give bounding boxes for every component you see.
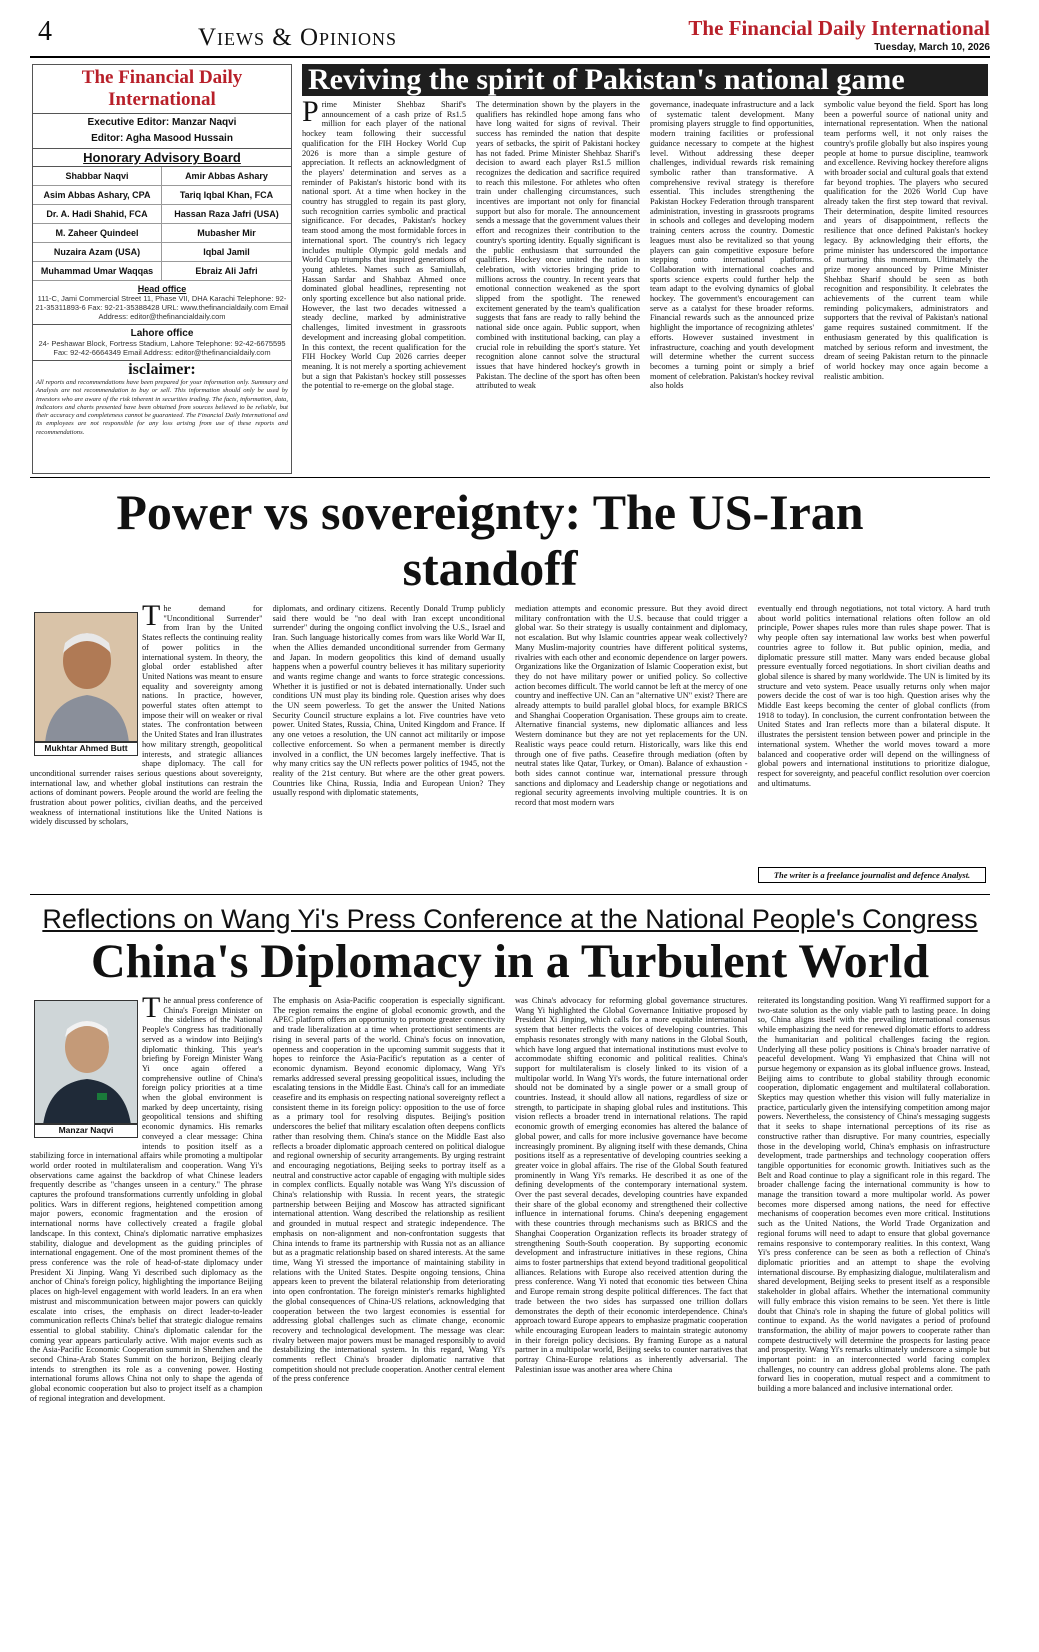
drop-cap: T [142,996,161,1024]
photo-float [30,996,142,1142]
page-header [30,14,990,58]
lahore-office-address: 24- Peshawar Block, Fortress Stadium, Lahore Telephone: 92-42-6675595 Fax: 92-42-6664349 Email Address: editor@thefinancialdaily.com [33,339,291,361]
article-column: symbolic value beyond the field. Sport has long been a powerful source of national unity and international representation. When the national team performs well, it not only raises the country's profile globally but also inspires young people at home to pursue discipline, teamwork and excellence. Reviving hockey therefore aligns with broader social and cultural goals that extend far beyond trophies. The players who secured qualification for the 2026 World Cup have already taken the first step toward that revival. Their determination, despite limited resources and years of disappointment, reflects the resilience that once defined Pakistan's hockey legacy. By acknowledging their efforts, the prime minister has underscored the importance of nurturing this momentum. Ultimately the prize money announced by Prime Minister Shehbaz Sharif should be seen as both recognition and responsibility. It celebrates the achievements of the current team while reminding policymakers, administrators and supporters that the revival of Pakistan's national game requires sustained commitment. If the enthusiasm generated by this qualification is matched by serious reform and investment, the dream of seeing Pakistan return to the pinnacle of world hockey may once again become a realistic ambition. [824,100,988,381]
us-iran-headline: Power vs sovereignty: The US-Iran standoff [116,484,864,596]
disclaimer-text: All reports and recommendations have been prepared for your information only. Summary and Analysis are not recommendation to buy or sell. This information should only be used by investors who are aware of the risk inherent in securities trading. The facts, information, data, indicators and charts presented have been obtained from sources believed to be reliable, but their accuracy and completeness cannot be guaranteed. The Financial Daily International and its employees are not responsible for any loss arising from use of these reports and recommendations. [36,379,288,436]
lahore-office-label: Lahore office [130,328,194,339]
article-column: The emphasis on Asia-Pacific cooperation is especially significant. The region remains the engine of global economic growth, and the APEC platform offers an opportunity to promote greater connectivity and trade liberalization at a time when protectionist sentiments are rising in several parts of the world. China's focus on innovation, openness and cooperation in the upcoming summit suggests that it hopes to reinforce the Asia-Pacific's reputation as a center of economic dynamism. Beyond economic diplomacy, Wang Yi's remarks addressed several pressing geopolitical issues, including the escalating tensions in the Middle East. China's call for an immediate ceasefire and its emphasis on respecting national sovereignty reflect a consistent theme in its foreign policy: opposition to the use of force as a primary tool for resolving disputes. Beijing's position underscores the belief that military escalation often deepens conflicts rather than resolving them. China's stance on the Middle East also reflects a broader diplomatic approach centered on political dialogue and regional ownership of security arrangements. By urging restraint and encouraging negotiations, Beijing seeks to portray itself as a neutral and constructive actor capable of engaging with multiple sides in complex conflicts. Equally notable was Wang Yi's discussion of China's relationship with Russia. In recent years, the strategic partnership between Beijing and Moscow has attracted significant international attention. Wang described the relationship as resilient and grounded in mutual respect and strategic independence. The emphasis on non-alignment and non-confrontation suggests that China intends to frame its partnership with Russia not as an alliance but as a pragmatic relationship based on shared interests. At the same time, Wang Yi stressed the importance of maintaining stability in relations with the United States. Despite ongoing tensions, China appears keen to prevent the bilateral relationship from deteriorating into open confrontation. The foreign minister's remarks highlighted the global consequences of China-US relations, acknowledging that cooperation between the two largest economies is essential for addressing global challenges such as climate change, economic recovery and technological development. The message was clear: rivalry between major powers must be managed responsibly to avoid destabilizing the international system. In this regard, Wang Yi's comments reflect China's broader diplomatic narrative that competition should not preclude cooperation. Another central element of the press conference [272,996,505,1384]
advisory-board-list [33,167,291,281]
page-number: 4 [38,16,52,47]
board-member: Hassan Raza Jafri (USA) [162,205,291,224]
author-caption: Mukhtar Ahmed Butt [34,742,138,756]
editor: Editor: Agha Masood Hussain [91,133,233,144]
divider [30,477,990,478]
board-member: Nuzaira Azam (USA) [33,243,162,262]
head-office-address: 111-C, Jami Commercial Street 11, Phase VII, DHA Karachi Telephone: 92-21-35311893-6 Fax: 92-21-35388428 URL: www.thefinancialdaily.com Email Address: editor@thefinancialdaily.com [33,294,291,325]
masthead: The Financial Daily International [688,16,990,40]
head-office-label: Head office [137,284,187,294]
board-member: Muhammad Umar Waqqas [33,262,162,281]
article-column: governance, inadequate infrastructure and a lack of systematic talent development. Many promising players struggle to find opportunities, modern training facilities or professional guidance necessary to compete at the highest level. Without addressing these deeper challenges, individual rewards risk remaining symbolic rather than transformative. A comprehensive revival strategy is therefore essential. This includes strengthening the Pakistan Hockey Federation through transparent administration, investing in grassroots programs in schools and colleges and developing modern training centers across the country. Domestic leagues must also be revitalized so that young players can gain competitive exposure before stepping onto international platforms. Collaboration with international coaches and sports science experts could further help the team adapt to the evolving dynamics of global hockey. The government's encouragement can serve as a catalyst for these broader reforms. Financial rewards such as the announced prize highlight the importance of recognizing athletes' efforts. However sustained investment in infrastructure, coaching and youth development will determine whether the current success becomes a turning point or simply a brief moment of celebration. Pakistan's hockey revival also holds [650,100,814,391]
article-column: reiterated its longstanding position. Wang Yi reaffirmed support for a two-state solution as the only viable path to lasting peace. In doing so, China aligns itself with the prevailing international consensus while emphasizing the need for renewed diplomatic efforts to address the humanitarian and political challenges facing the region. Underlying all these policy positions is China's broader narrative of peaceful development. Wang Yi emphasized that China will not pursue hegemony or expansion as its global influence grows. Instead, Beijing aims to contribute to global stability through economic cooperation, diplomatic engagement and multilateral collaboration. Skeptics may question whether this vision will fully materialize in practice, particularly given the intensifying competition among major powers. Nevertheless, the consistency of China's messaging suggests that it seeks to shape international perceptions of its rise as constructive rather than disruptive. For many countries, especially those in the developing world, China's emphasis on infrastructure development, trade partnerships and technology cooperation offers tangible opportunities for economic growth. Initiatives such as the Belt and Road continue to play a significant role in this regard. The broader challenge facing the international community is how to manage the transition toward a more multipolar world. As power becomes more dispersed among nations, the need for effective mechanisms of cooperation becomes even more critical. Institutions such as the United Nations, the World Trade Organization and regional forums will need to adapt to ensure that global governance remains responsive to contemporary realities. In this context, Wang Yi's press conference can be seen as both a reflection of China's diplomatic priorities and an attempt to shape the evolving international discourse. By emphasizing dialogue, multilateralism and shared development, Beijing seeks to present itself as a responsible stakeholder in global affairs. Whether the international community will fully embrace this vision remains to be seen. Yet there is little doubt that China's role in shaping the future of global politics will continue to expand. As the world navigates a period of profound transformation, the ability of major powers to cooperate rather than compete destructively will determine the prospects for lasting peace and prosperity. Wang Yi's remarks ultimately underscore a simple but important point: in an interconnected world facing complex challenges, no country can address global problems alone. The path forward lies in cooperation, mutual respect and a commitment to building a more balanced and inclusive international order. [757,996,990,1394]
divider [30,894,990,895]
author-caption: Manzar Naqvi [34,1124,138,1138]
hockey-headline: Reviving the spirit of Pakistan's national game [302,64,988,96]
article-column: mediation attempts and economic pressure. But they avoid direct military confrontation with the U.S. because that could trigger a global war. So their strategy is usually containment and diplomacy, not escalation. But why Islamic countries appear weak collectively? Many Muslim-majority countries have different political systems, rivalries with each other and economic dependence on larger powers. Organizations like the Organization of Islamic Cooperation exist, but they do not have military power or unified policy. So collective action becomes difficult. The world cannot be left at the mercy of one country and ineffective UN. Can an "alternative UN" exist? There are already attempts to build parallel global blocs, for example BRICS and Shanghai Cooperation Organisation. These groups aim to create. Alternative financial systems, new diplomatic alliances and less Western dominance but they are not yet replacements for the UN. Realistic ways peace could return. Historically, wars like this end through one of five paths. Ceasefire through mediation (often by neutral states like Qatar, Turkey, or Oman). Balance of exhaustion - both sides cannot continue war, international pressure through sanctions and diplomacy and Leadership change or negotiations and regional security agreements involving multiple countries. It is on record that most modern wars [515,604,748,808]
china-headline: China's Diplomacy in a Turbulent World [90,935,930,988]
hockey-article-body [302,100,988,472]
advisory-board-title: Honorary Advisory Board [33,148,291,167]
board-member: Dr. A. Hadi Shahid, FCA [33,205,162,224]
disclaimer-title: isclaimer: [128,361,196,378]
article-column: was China's advocacy for reforming global governance structures. Wang Yi highlighted the Global Governance Initiative proposed by President Xi Jinping, which calls for a more equitable international system that better reflects the voices of developing countries. This emphasis resonates strongly with many nations in the Global South, which have long argued that international institutions must evolve to accommodate shifting economic and political realities. China's support for multilateralism is closely linked to its vision of a multipolar world. In Wang Yi's words, the future international order should not be dominated by a single power or a small group of countries. Instead, it should allow all nations, regardless of size or strength, to participate in shaping global rules and institutions. This vision reflects a broader trend in international relations. The rapid economic growth of emerging economies has altered the balance of global power, and calls for more inclusive governance have become increasingly prominent. By aligning itself with these demands, China positions itself as a representative of developing countries seeking a greater voice in global affairs. The rise of the Global South featured prominently in Wang Yi's remarks. He described it as one of the defining developments of the contemporary international system. Over the past several decades, developing countries have expanded their share of the global economy and strengthened their collective influence in international forums. China's deepening engagement with these countries through mechanisms such as BRICS and the Shanghai Cooperation Organization reflects its broader strategy of strengthening South-South cooperation. By supporting economic development and infrastructure initiatives in these regions, China aims to foster partnerships that extend beyond traditional geopolitical alliances. Relations with Europe also received attention during the press conference. Wang Yi noted that economic ties between China and Europe remain strong despite political differences. The fact that trade between the two sides has surpassed one trillion dollars demonstrates the depth of their economic interdependence. China's approach toward Europe appears to emphasize pragmatic cooperation while encouraging European leaders to maintain strategic autonomy in their foreign policy decisions. By framing Europe as a natural partner in a multipolar world, Beijing seeks to counter narratives that portray China-Europe relations as inherently adversarial. The Palestinian issue was another area where China [515,996,748,1374]
sidebar-title: The Financial Daily International [33,65,291,114]
article-column: The determination shown by the players in the qualifiers has rekindled hope among fans who have long waited for signs of revival. Their success has reminded the nation that despite years of setbacks, the spirit of Pakistani hockey has not faded. Prime Minister Shehbaz Sharif's decision to award each player Rs1.5 million recognizes the dedication and sacrifice required to reach this milestone. For athletes who often train under challenging circumstances, such incentives are important not only for financial support but also for morale. The announcement sends a message that the government values their effort and recognizes their contribution to the country's sporting identity. Equally significant is the public enthusiasm that surrounded the qualifiers. Hockey once united the nation in celebration, with victories bringing pride to millions across the country. In recent years that emotional connection weakened as the sport slipped from the spotlight. The renewed excitement generated by the team's qualification suggests that fans are ready to rally behind the national side once again. Public support, when combined with institutional backing, can play a crucial role in rebuilding the sport's stature. Yet recognition alone cannot solve the structural issues that have hindered hockey's growth in Pakistan. The decline of the sport has often been attributed to weak [476,100,640,391]
china-article-body [30,996,990,1646]
article-column: The demand for "Unconditional Surrender" from Iran by the United States reflects the continuing reality of power politics in the international system. In theory, the global order established after United Nations was meant to ensure equality and sovereignty among nations. In practice, however, powerful states often attempt to impose their will on weaker or rival states. The confrontation between the United States and Iran illustrates how military strength, geopolitical interests, and strategic alliances shape diplomacy. The call for unconditional surrender raises serious questions about sovereignty, international law, and whether global institutions can restrain the actions of dominant powers. People around the world are feeling the frustration about power politics, civilian deaths, and the perceived weakness of international institutions like the United Nations is widely discussed by scholars, [30,604,263,827]
board-member: Ebraiz Ali Jafri [162,262,291,281]
us-iran-article-body [30,604,990,884]
board-member: Tariq Iqbal Khan, FCA [162,186,291,205]
china-kicker: Reflections on Wang Yi's Press Conference at the National People's Congress [42,904,978,934]
masthead-box [32,64,292,474]
photo-float [30,604,142,764]
section-title: Views & Opinions [198,24,398,51]
board-member: Shabbar Naqvi [33,167,162,186]
drop-cap: P [302,100,319,128]
board-member: Amir Abbas Ashary [162,167,291,186]
article-column: eventually end through negotiations, not total victory. A hard truth about world politics international relations often follow an old principle, Power shapes rules more than rules shape power. That is why people often say international law works best when powerful countries agree to follow it. But public opinion, media, and diplomatic pressure still matter. Many wars ended because global pressure eventually forced negotiations. In short civilian deaths and global silence is shared by many worldwide. The UN is limited by its structure and veto system. Peace usually returns only when major powers decide the cost of war is too high. Question arises why the Middle East keeps becoming the center of global conflicts (from 1918 to today). In conclusion, the current confrontation between the United States and Iran reflects more than a bilateral dispute. It illustrates the persistent tension between power and principle in the international system. Whether the world moves toward a more balanced and cooperative order will depend on the willingness of global powers and international institutions to prioritize dialogue, respect for sovereignty, and peaceful conflict resolution over coercion and ultimatums. [757,604,990,788]
board-member: Mubasher Mir [162,224,291,243]
article-column: diplomats, and ordinary citizens. Recently Donald Trump publicly said there would be "no deal with Iran except unconditional surrender" during the ongoing conflict involving the U.S., Israel and Iran. Such language historically comes from wars like World War II, when the Allies demanded unconditional surrender from Germany and Japan. In modern geopolitics this kind of demand usually happens when a powerful country believes it has military superiority and wants regime change and wants to force strategic concessions. Whether it is justified or not is debated internationally. Under such conditions UN must play its binding role. Question arises why does the UN seem powerless. To get the answer the United Nations Security Council structure explains a lot. Five countries have veto power. United States, Russia, China, United Kingdom and France. If any one vetoes a resolution, the UN cannot act militarily or impose collective enforcement. So when a permanent member is directly involved in a conflict, the UN becomes largely ineffective. That is why many critics say the UN reflects power politics of 1945, not the reality of the 21st century. But where are the other great powers. Countries like China, Russia, India and European Union? They usually respond with diplomatic statements, [272,604,505,798]
board-member: Iqbal Jamil [162,243,291,262]
drop-cap: T [142,604,161,632]
issue-date: Tuesday, March 10, 2026 [874,42,990,53]
article-column: Prime Minister Shehbaz Sharif's announcement of a cash prize of Rs1.5 million for each player of the national hockey team following their successful qualification for the FIH Hockey World Cup 2026 is more than a simple gesture of appreciation. It reflects an acknowledgment of the players' determination and serves as a reminder of Pakistan's historic bond with its national sport. At a time when hockey in the country has struggled to regain its past glory, such recognition carries symbolic and practical significance. For decades, Pakistan's hockey team stood among the most formidable forces in international sport. The country's rich legacy includes multiple Olympic gold medals and World Cup triumphs that inspired generations of young athletes. Names such as Samiullah, Hassan Sardar and Shahbaz Ahmed once dominated global headlines, representing not only sporting excellence but also national pride. However, the last two decades witnessed a steady decline, marked by administrative challenges, limited investment in grassroots development and increasing global competition. In this context, the recent qualification for the FIH Hockey World Cup 2026 carries deeper meaning. It is not merely a sporting achievement but a sign that Pakistan's hockey still possesses the potential to re-emerge on the global stage. [302,100,466,391]
writer-credit: The writer is a freelance journalist and defence Analyst. [758,867,986,883]
board-member: M. Zaheer Quindeel [33,224,162,243]
executive-editor: Executive Editor: Manzar Naqvi [87,117,237,128]
board-member: Asim Abbas Ashary, CPA [33,186,162,205]
article-column: The annual press conference of China's Foreign Minister on the sidelines of the National People's Congress has traditionally served as a window into Beijing's diplomatic thinking. This year's briefing by Foreign Minister Wang Yi once again offered a comprehensive outline of China's foreign policy priorities at a time when the global environment is marked by deep uncertainty, rising geopolitical tensions and shifting economic dynamics. His remarks conveyed a clear message: China intends to position itself as a stabilizing force in international affairs while promoting a multipolar world order rooted in multilateralism and cooperation. Wang Yi's observations came against the backdrop of what Chinese leaders frequently describe as "changes unseen in a century." The phrase captures the profound transformations currently unfolding in global politics. Wars in different regions, heightened competition among major powers, economic fragmentation and the erosion of international norms have collectively created a fragile global landscape. In this context, China's diplomatic narrative emphasizes stability, dialogue and development as the guiding principles of international engagement. One of the most prominent themes of the press conference was the role of head-of-state diplomacy under President Xi Jinping. Wang Yi described such diplomacy as the anchor of China's foreign policy, highlighting the importance Beijing places on high-level engagement with world leaders. In an era when mistrust and miscommunication between major powers can quickly escalate into crises, the emphasis on direct leader-to-leader communication reflects China's belief that strategic dialogue remains essential to global stability. China's diplomatic calendar for the coming year appears particularly active. With major events such as the Asia-Pacific Economic Cooperation summit in Shenzhen and the second China-Arab States Summit on the horizon, Beijing clearly intends to strengthen its role as a convening power. Hosting international forums allows China not only to shape the agenda of global economic cooperation but also to project itself as a champion of regional integration and development. [30,996,263,1403]
